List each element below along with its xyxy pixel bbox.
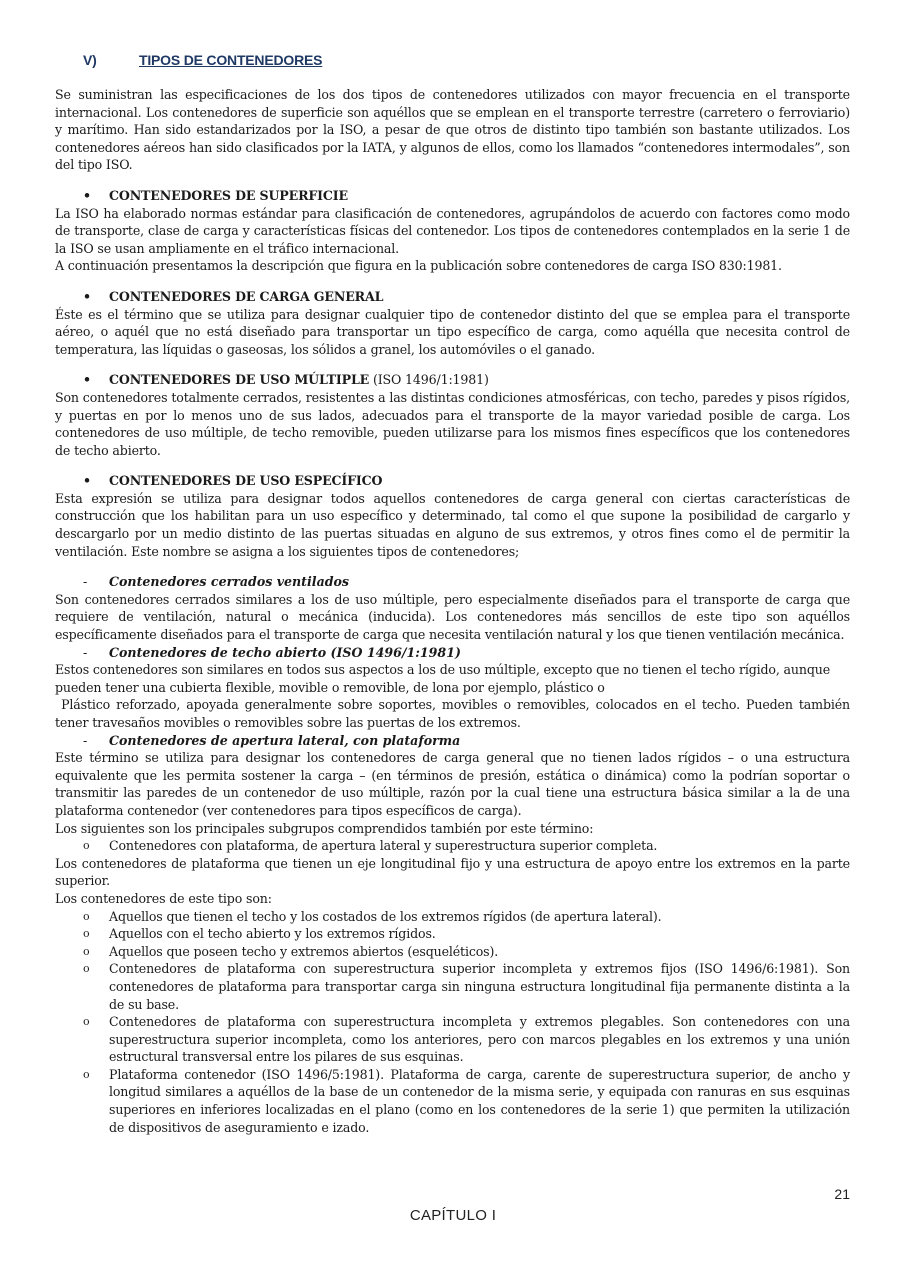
heading-title: TIPOS DE CONTENEDORES	[139, 52, 323, 68]
carga-general-paragraph: Éste es el término que se utiliza para designar cualquier tipo de contenedor distinto del que se emplea para el transporte aéreo, o aquél que no está diseñado para transportar un tipo específico de carga, como aquélla que necesita control de temperatura, las líquidas o gaseosas, los sólidos a granel, los automóviles o el ganado.	[55, 306, 850, 357]
circle-bullet-icon: o	[83, 909, 90, 923]
intro-paragraph: Se suministran las especificaciones de los dos tipos de contenedores utilizados con mayor frecuencia en el transporte internacional. Los contenedores de superficie son aquéllos que se emplean en el transporte terrestre (carretero o ferroviario) y marítimo. Han sido estandarizados por la ISO, a pesar de que otros de distinto tipo también son bastante utilizados. Los contenedores aéreos han sido clasificados por la IATA, y algunos de ellos, como los llamados “contenedores intermodales”, son del tipo ISO.	[55, 87, 850, 173]
uso-multiple-paragraph: Son contenedores totalmente cerrados, resistentes a las distintas condiciones atmosféricas, con techo, paredes y pisos rígidos, y puertas en por lo menos uno de sus lados, adecuados para el transporte de la mayor variedad posible de carga. Los contenedores de uso múltiple, de techo removible, pueden utilizarse para los mismos fines específicos que los contenedores de techo abierto.	[55, 389, 850, 458]
plataforma-paragraph: Los contenedores de plataforma que tienen un eje longitudinal fijo y una estructura de apoyo entre los extremos en la parte superior.	[55, 855, 850, 889]
bullet-title: CONTENEDORES DE CARGA GENERAL	[109, 288, 384, 304]
dash-icon: -	[83, 574, 88, 590]
subtype-title: Contenedores cerrados ventilados	[109, 574, 350, 590]
techo-abierto-paragraph-2: Plástico reforzado, apoyada generalmente sobre soportes, movibles o removibles, colocados en el techo. Pueden también tener travesaños movibles o removibles sobre las puertas de los extremos.	[55, 697, 854, 730]
circle-bullet-icon: o	[83, 1067, 90, 1081]
list-item-text: Aquellos que tienen el techo y los costados de los extremos rígidos (de apertura lateral).	[109, 908, 662, 924]
dash-icon: -	[83, 732, 88, 748]
subtype-title: Contenedores de techo abierto (ISO 1496/1:1981)	[109, 644, 461, 660]
superficie-paragraph: La ISO ha elaborado normas estándar para clasificación de contenedores, agrupándolos de acuerdo con factores como modo de transporte, clase de carga y características físicas del contenedor. Los tipos de contenedores contemplados en la serie 1 de la ISO se usan ampliamente en el tráfico internacional.	[55, 205, 850, 256]
bullet-icon: •	[83, 187, 91, 203]
list-item	[55, 908, 850, 926]
bullet-title: CONTENEDORES DE SUPERFICIE	[109, 187, 348, 203]
subgroups-intro: Los siguientes son los principales subgrupos comprendidos también por este término:	[55, 820, 594, 836]
bullet-title: CONTENEDORES DE USO ESPECÍFICO	[109, 473, 383, 489]
list-item	[55, 925, 850, 943]
bullet-suffix: (ISO 1496/1:1981)	[369, 372, 489, 388]
list-item	[55, 943, 850, 961]
subtype-title: Contenedores de apertura lateral, con plataforma	[109, 732, 461, 748]
list-item-text: Plataforma contenedor (ISO 1496/5:1981). Plataforma de carga, carente de superestructura superior, de ancho y longitud similares a aquéllos de la base de un contenedor de la misma serie, y equipada con ranuras en sus esquinas superiores en inferiores localizadas en el plano (como en los contenedores de la serie 1) que permiten la utilización de dispositivos de aseguramiento e izado.	[109, 1066, 850, 1135]
list-item-text: Contenedores de plataforma con superestructura superior incompleta y extremos fijos (ISO 1496/6:1981). Son contenedores de plataforma para transportar carga sin ninguna estructura longitudinal fija permanente distinta a la de su base.	[109, 961, 850, 1012]
circle-bullet-icon: o	[83, 839, 90, 853]
section-heading	[83, 52, 850, 68]
bullet-icon: •	[83, 288, 91, 304]
list-item	[55, 1013, 850, 1066]
uso-especifico-paragraph: Esta expresión se utiliza para designar todos aquellos contenedores de carga general con ciertas características de construcción que los habilitan para un uso específico y determinado, tal como el que supone la posibilidad de cargarlo y descargarlo por un medio distinto de las puertas situadas en alguno de sus extremos, y otros fines como el de permitir la ventilación. Este nombre se asigna a los siguientes tipos de contenedores;	[55, 490, 850, 559]
subtype-apertura-lateral	[55, 732, 850, 750]
subgroup-item-text: Contenedores con plataforma, de apertura lateral y superestructura superior completa.	[109, 838, 658, 854]
list-item	[55, 1066, 850, 1136]
circle-bullet-icon: o	[83, 962, 90, 976]
document-page	[55, 52, 854, 1136]
list-item-text: Contenedores de plataforma con superestructura incompleta y extremos plegables. Son contenedores con una superestructura superior incompleta, como los anteriores, pero con marcos plegables en los extremos y una unión estructural transversal entre los pilares de sus esquinas.	[109, 1014, 850, 1065]
bullet-carga-general	[55, 288, 850, 306]
page-number: 21	[834, 1186, 850, 1202]
footer-chapter: CAPÍTULO I	[409, 1207, 497, 1224]
list-item-text: Aquellos que poseen techo y extremos abiertos (esqueléticos).	[109, 943, 499, 959]
bullet-superficie	[55, 187, 850, 205]
subtype-techo-abierto	[55, 644, 850, 662]
tipos-intro: Los contenedores de este tipo son:	[55, 890, 272, 906]
techo-abierto-paragraph: Estos contenedores son similares en todos sus aspectos a los de uso múltiple, excepto que no tienen el techo rígido, aunque pueden tener una cubierta flexible, movible o removible, de lona por ejemplo, plástico o	[55, 662, 831, 695]
ventilados-paragraph: Son contenedores cerrados similares a los de uso múltiple, pero especialmente diseñados para el transporte de carga que requiere de ventilación, natural o mecánica (inducida). Los contenedores más sencillos de este tipo son aquéllos específicamente diseñados para el transporte de carga que necesita ventilación natural y los que tienen ventilación mecánica.	[55, 591, 850, 643]
circle-bullet-icon: o	[83, 944, 90, 958]
list-item	[55, 960, 850, 1013]
bullet-icon: •	[83, 372, 91, 388]
circle-bullet-icon: o	[83, 927, 90, 941]
bullet-icon: •	[83, 473, 91, 489]
dash-icon: -	[83, 644, 88, 660]
subgroup-item	[55, 837, 850, 855]
bullet-title: CONTENEDORES DE USO MÚLTIPLE	[109, 372, 370, 388]
list-item-text: Aquellos con el techo abierto y los extremos rígidos.	[109, 926, 436, 942]
superficie-paragraph-2: A continuación presentamos la descripción que figura en la publicación sobre contenedores de carga ISO 830:1981.	[55, 258, 782, 274]
subtype-ventilados	[55, 573, 850, 591]
apertura-lateral-paragraph: Este término se utiliza para designar los contenedores de carga general que no tienen lados rígidos – o una estructura equivalente que les permita sostener la carga – (en términos de presión, estática o dinámica) como la podrían soportar o transmitir las paredes de un contenedor de uso múltiple, razón por la cual tiene una estructura básica similar a la de una plataforma contenedor (ver contenedores para tipos específicos de carga).	[55, 750, 850, 818]
bullet-uso-multiple	[55, 371, 850, 389]
circle-bullet-icon: o	[83, 1015, 90, 1029]
heading-number: V)	[83, 52, 97, 68]
bullet-uso-especifico	[55, 472, 850, 490]
